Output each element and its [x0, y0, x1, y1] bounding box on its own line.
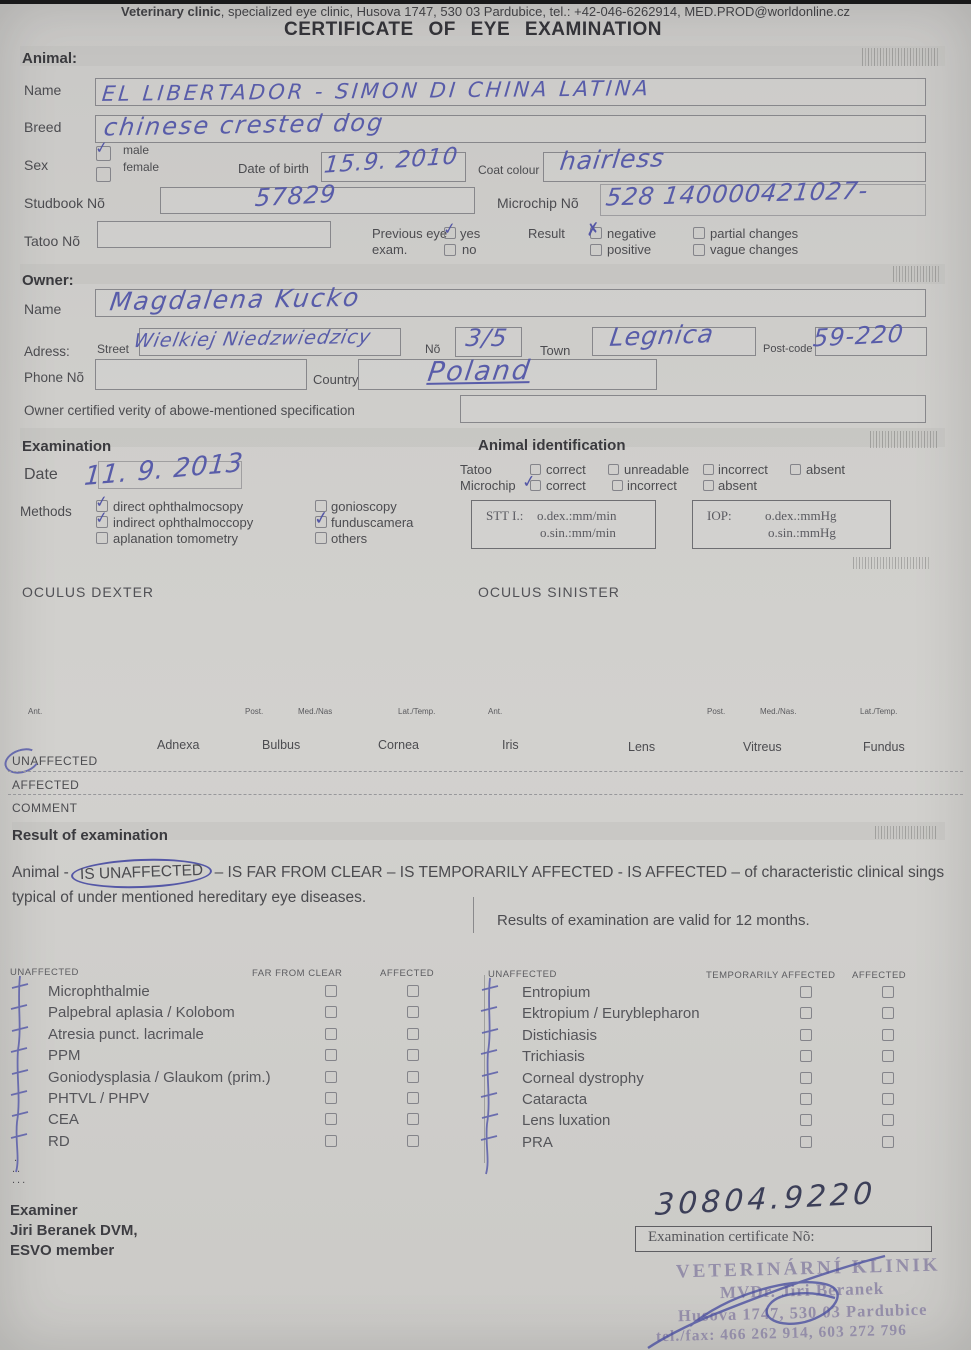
owner-certify-field: [460, 395, 926, 423]
footer-dots: ...: [12, 1174, 28, 1186]
vague-changes-label: vague changes: [710, 242, 799, 257]
stt-dex: o.dex.:mm/min: [537, 508, 617, 523]
disease-label: Microphthalmie: [48, 983, 150, 1000]
phone-label: Phone Nõ: [24, 370, 85, 385]
house-no-label: Nõ: [425, 342, 441, 356]
right-col-header-temporarily: TEMPORARILY AFFECTED: [706, 970, 836, 981]
country-handwriting: Poland: [425, 355, 534, 388]
microchip-id-label: Microchip: [460, 478, 516, 493]
disease-label: Lens luxation: [522, 1112, 611, 1129]
part-label: Lens: [628, 740, 656, 754]
microchip-handwriting: 528 140000421027-: [604, 176, 871, 212]
direct-checkmark: ✓: [93, 491, 110, 512]
street-label: Street: [97, 342, 130, 356]
negative-checkbox: [584, 219, 602, 241]
footer-dots: .: [14, 1152, 20, 1164]
part-label: Fundus: [863, 740, 905, 754]
animal-name-handwriting: EL LIBERTADOR - SIMON DI CHINA LATINA: [100, 76, 653, 106]
barcode-artifact: [893, 266, 940, 282]
temporarily-affected-checkbox: [800, 986, 812, 998]
far-from-clear-checkbox: [325, 1028, 337, 1040]
footer-dots: ..: [12, 1163, 23, 1175]
microchip-incorrect-checkbox: [612, 480, 623, 491]
affected-row-label: AFFECTED: [12, 778, 80, 792]
right-col-header-affected: AFFECTED: [852, 970, 907, 981]
owner-name-label: Name: [24, 301, 62, 317]
microchip-incorrect-label: incorrect: [627, 478, 677, 493]
iop-dex: o.dex.:mmHg: [765, 508, 837, 523]
affected-checkbox: [882, 1029, 894, 1041]
microchip-checkmark: ✓: [520, 471, 538, 493]
anatomy-label: Ant.: [488, 707, 503, 716]
negative-label: negative: [607, 226, 657, 241]
female-checkbox: [96, 167, 111, 182]
exam-date-label: Date: [24, 466, 58, 483]
disease-label: PHTVL / PHPV: [48, 1090, 150, 1107]
oculus-sinister-heading: OCULUS SINISTER: [478, 584, 620, 600]
temporarily-affected-checkbox: [800, 1114, 812, 1126]
male-checkbox: [93, 137, 111, 161]
no-label: no: [462, 242, 477, 257]
disease-label: PRA: [522, 1134, 553, 1151]
tatoo-incorrect-label: incorrect: [718, 462, 768, 477]
disease-label: Trichiasis: [522, 1048, 585, 1065]
disease-label: Palpebral aplasia / Kolobom: [48, 1004, 235, 1021]
pen-stroke-unaffected-right: [478, 976, 508, 1176]
affected-checkbox: [407, 1028, 419, 1040]
comment-row-label: COMMENT: [12, 801, 78, 815]
pen-circle-unaffected: [1, 744, 43, 778]
yes-checkmark: ✓: [441, 218, 458, 239]
clinic-info: , specialized eye clinic, Husova 1747, 530 03 Pardubice, tel.: +42-046-6262914, MED.PROD@worldonline.cz: [220, 4, 850, 19]
temporarily-affected-checkbox: [800, 1136, 812, 1148]
temporarily-affected-checkbox: [800, 1093, 812, 1105]
row-divider: [8, 794, 963, 795]
stt-label: STT I.:: [486, 508, 524, 523]
town-handwriting: Legnica: [607, 319, 717, 352]
part-label: Bulbus: [262, 738, 301, 752]
tatoo-absent-label: absent: [806, 462, 846, 477]
vague-changes-checkbox: [693, 244, 705, 256]
iop-sin: o.sin.:mmHg: [768, 525, 836, 540]
disease-label: Corneal dystrophy: [522, 1070, 644, 1087]
temporarily-affected-checkbox: [800, 1029, 812, 1041]
animal-section-heading: Animal:: [22, 50, 78, 67]
affected-checkbox: [882, 986, 894, 998]
tatoo-unreadable-checkbox: [608, 464, 619, 475]
others-checkbox: [315, 532, 327, 544]
stamp-address: Husova 1747, 530 03 Pardubice: [677, 1299, 928, 1326]
certificate-number-handwriting: 30804.9220: [654, 1176, 878, 1223]
part-label: Vitreus: [743, 740, 782, 754]
affected-checkbox: [407, 1135, 419, 1147]
coat-colour-label: Coat colour: [478, 163, 540, 177]
affected-checkbox: [882, 1114, 894, 1126]
signature: [630, 1248, 930, 1350]
affected-checkbox: [407, 1006, 419, 1018]
disease-label: Ektropium / Euryblepharon: [522, 1005, 700, 1022]
name-label: Name: [24, 82, 62, 98]
valid-note-divider: [473, 897, 474, 933]
direct-ophthalmoscopy-label: direct ophthalmocsopy: [113, 499, 244, 514]
result-statement: [12, 861, 952, 909]
affected-checkbox: [407, 1049, 419, 1061]
male-label: male: [123, 143, 150, 157]
microchip-absent-checkbox: [703, 480, 714, 491]
funduscamera-checkbox: [312, 507, 331, 530]
disease-label: PPM: [48, 1047, 81, 1064]
indirect-ophthalmoscopy-label: indirect ophthalmoccopy: [113, 515, 254, 530]
owner-section-heading: Owner:: [22, 272, 74, 289]
sex-label: Sex: [24, 157, 49, 173]
far-from-clear-checkbox: [325, 1071, 337, 1083]
microchip-correct-label: correct: [546, 478, 586, 493]
examiner-label: Examiner: [10, 1202, 78, 1219]
positive-label: positive: [607, 242, 652, 257]
oculus-dexter-heading: OCULUS DEXTER: [22, 584, 155, 600]
gonioscopy-label: gonioscopy: [331, 499, 397, 514]
dob-handwriting: 15.9. 2010: [322, 143, 460, 179]
breed-label: Breed: [24, 119, 62, 135]
examiner-org: ESVO member: [10, 1242, 115, 1259]
barcode-artifact: [870, 431, 938, 448]
studbook-handwriting: 57829: [253, 179, 338, 213]
anatomy-label: Post.: [245, 707, 264, 716]
far-from-clear-checkbox: [325, 1092, 337, 1104]
affected-checkbox: [407, 1113, 419, 1125]
left-col-header-affected: AFFECTED: [380, 968, 435, 979]
affected-checkbox: [407, 1092, 419, 1104]
certificate-number-box-label: Examination certificate Nõ:: [648, 1229, 815, 1245]
left-col-header-farfromclear: FAR FROM CLEAR: [252, 968, 343, 979]
examiner-name: Jiri Beranek DVM,: [10, 1222, 138, 1239]
town-label: Town: [540, 343, 571, 358]
street-handwriting: Wielkiej Niedzwiedzicy: [131, 325, 374, 353]
left-col-header-unaffected: UNAFFECTED: [10, 967, 79, 978]
microchip-absent-label: absent: [718, 478, 758, 493]
barcode-artifact: [875, 826, 937, 839]
tatoo-unreadable-label: unreadable: [624, 462, 690, 477]
iop-label: IOP:: [707, 508, 732, 523]
far-from-clear-checkbox: [325, 985, 337, 997]
partial-changes-checkbox: [693, 227, 705, 239]
result-seg1: Animal -: [12, 864, 74, 881]
aplanation-tomometry-label: aplanation tomometry: [113, 531, 239, 546]
anatomy-label: Lat./Temp.: [398, 707, 436, 716]
breed-handwriting: chinese crested dog: [102, 108, 387, 142]
indirect-ophthalmoscopy-checkbox: [93, 507, 110, 528]
postcode-handwriting: 59-220: [811, 319, 906, 353]
far-from-clear-checkbox: [325, 1113, 337, 1125]
disease-label: Entropium: [522, 984, 591, 1001]
microchip-correct-checkbox: [520, 471, 541, 493]
part-label: Cornea: [378, 738, 419, 752]
clinic-name: Veterinary clinic: [121, 4, 221, 19]
owner-certify-label: Owner certified verity of abowe-mentioned specification: [24, 403, 355, 418]
temporarily-affected-checkbox: [800, 1007, 812, 1019]
identification-section-heading: Animal identification: [478, 437, 626, 454]
affected-checkbox: [882, 1007, 894, 1019]
disease-label: Atresia punct. lacrimale: [48, 1026, 204, 1043]
coat-colour-handwriting: hairless: [558, 143, 667, 176]
affected-checkbox: [407, 1071, 419, 1083]
postcode-label: Post-code: [763, 343, 813, 355]
funduscamera-label: funduscamera: [331, 515, 414, 530]
prev-exam-label2: exam.: [372, 242, 408, 257]
funduscamera-checkmark: ✓: [312, 507, 331, 530]
dob-label: Date of birth: [238, 161, 309, 176]
tatoo-correct-label: correct: [546, 462, 586, 477]
clinic-header-line: [0, 4, 971, 19]
negative-x-mark: ✗: [584, 219, 602, 241]
prev-exam-label: Previous eye: [372, 226, 448, 241]
owner-name-handwriting: Magdalena Kucko: [107, 282, 363, 317]
tatoo-id-label: Tatoo: [460, 462, 492, 477]
circled-is-unaffected: IS UNAFFECTED: [71, 857, 213, 891]
far-from-clear-checkbox: [325, 1049, 337, 1061]
examination-section-heading: Examination: [22, 438, 112, 455]
part-label: Adnexa: [157, 738, 200, 752]
yes-label: yes: [460, 226, 481, 241]
female-label: female: [123, 160, 160, 174]
scan-shading: [20, 264, 945, 284]
barcode-artifact: [853, 557, 931, 569]
phone-field: [95, 359, 307, 390]
anatomy-label: Post.: [707, 707, 726, 716]
disease-label: Distichiasis: [522, 1027, 598, 1044]
page-title: CERTIFICATE OF EYE EXAMINATION: [283, 19, 663, 40]
microchip-label: Microchip Nõ: [497, 195, 579, 211]
others-label: others: [331, 531, 368, 546]
scan-shading: [20, 46, 945, 66]
barcode-artifact: [862, 48, 940, 66]
unaffected-row-label: UNAFFECTED: [12, 754, 98, 768]
far-from-clear-checkbox: [325, 1135, 337, 1147]
affected-checkbox: [882, 1093, 894, 1105]
male-checkmark: ✓: [93, 137, 110, 158]
prev-exam-no-checkbox: [444, 244, 456, 256]
valid-note: Results of examination are valid for 12 months.: [497, 912, 810, 929]
pen-stroke-unaffected-left: [6, 974, 36, 1174]
studbook-label: Studbook Nõ: [24, 195, 105, 211]
tatoo-absent-checkbox: [790, 464, 801, 475]
part-label: Iris: [502, 738, 519, 752]
stamp-clinic-name: VETERINÁRNÍ KLINIK: [675, 1254, 941, 1283]
prev-exam-yes-checkbox: [441, 218, 458, 239]
anatomy-label: Med./Nas: [298, 707, 333, 716]
adress-label: Adress:: [24, 344, 70, 359]
disease-label: Cataracta: [522, 1091, 588, 1108]
aplanation-tomometry-checkbox: [96, 532, 108, 544]
stamp-phone: tel./fax: 466 262 914, 603 272 796: [655, 1321, 908, 1346]
house-no-handwriting: 3/5: [464, 324, 510, 352]
temporarily-affected-checkbox: [800, 1072, 812, 1084]
exam-date-handwriting: 11. 9. 2013: [82, 447, 245, 493]
disease-label: Goniodysplasia / Glaukom (prim.): [48, 1069, 271, 1086]
disease-label: CEA: [48, 1111, 79, 1128]
affected-checkbox: [882, 1136, 894, 1148]
stamp-vet-name: MVDr. Jiri Beranek: [719, 1278, 885, 1303]
anatomy-label: Med./Nas.: [760, 707, 797, 716]
affected-checkbox: [882, 1050, 894, 1062]
country-label: Country: [313, 372, 359, 387]
stt-sin: o.sin.:mm/min: [540, 525, 616, 540]
affected-checkbox: [882, 1072, 894, 1084]
disease-label: RD: [48, 1133, 70, 1150]
result-label: Result: [528, 226, 565, 241]
temporarily-affected-checkbox: [800, 1050, 812, 1062]
tatoo-incorrect-checkbox: [703, 464, 714, 475]
anatomy-label: Ant.: [28, 707, 43, 716]
partial-changes-label: partial changes: [710, 226, 799, 241]
affected-checkbox: [407, 985, 419, 997]
indirect-checkmark: ✓: [93, 507, 110, 528]
positive-checkbox: [590, 244, 602, 256]
result-section-heading: Result of examination: [12, 827, 168, 844]
result-seg2: – IS FAR FROM CLEAR – IS TEMPORARILY AFFECTED - IS AFFECTED – of characteristic clinical sings typical of under mentioned hereditary eye diseases.: [12, 864, 945, 906]
anatomy-label: Lat./Temp.: [860, 707, 898, 716]
row-divider: [8, 771, 963, 772]
far-from-clear-checkbox: [325, 1006, 337, 1018]
tatoo-field: [97, 221, 331, 248]
methods-label: Methods: [20, 504, 72, 519]
tatoo-label: Tatoo Nõ: [24, 233, 81, 249]
right-col-header-unaffected: UNAFFECTED: [488, 969, 557, 980]
